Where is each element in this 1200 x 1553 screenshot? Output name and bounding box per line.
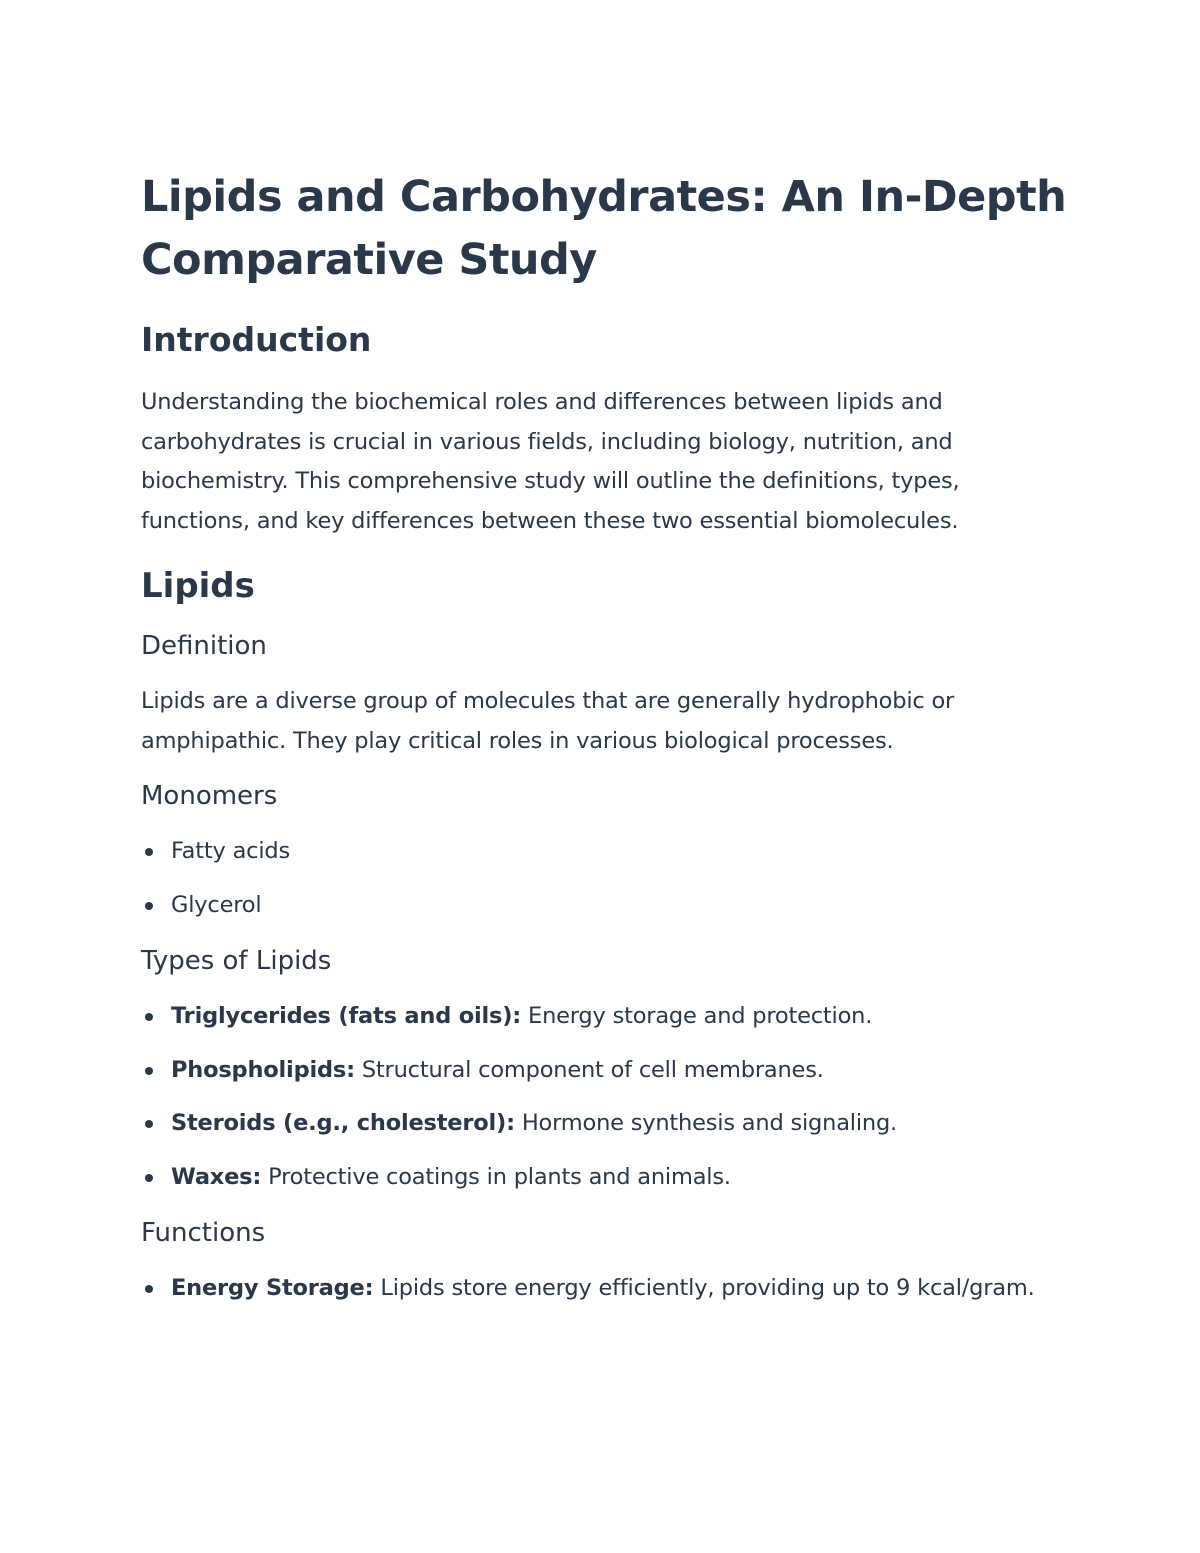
list-item-term: Waxes: — [171, 1163, 262, 1190]
monomers-heading: Monomers — [141, 781, 278, 811]
bullet-icon — [145, 1013, 153, 1021]
list-item — [141, 1158, 1071, 1198]
types-list — [141, 997, 1071, 1197]
list-item-text: Glycerol — [171, 891, 262, 918]
list-item — [141, 1269, 1071, 1309]
document-title: Lipids and Carbohydrates: An In-Depth Comparative Study — [141, 172, 1067, 285]
list-item-term: Triglycerides (fats and oils): — [171, 1003, 522, 1029]
list-item-term: Phospholipids: — [171, 1056, 355, 1083]
list-item — [141, 886, 1071, 926]
definition-heading: Definition — [141, 631, 267, 661]
list-item — [141, 1104, 1071, 1144]
list-item — [141, 997, 1071, 1037]
document-content — [141, 166, 1071, 1327]
functions-heading: Functions — [141, 1218, 266, 1248]
list-item-term: Steroids (e.g., cholesterol): — [171, 1110, 515, 1136]
list-item-desc: Protective coatings in plants and animals. — [261, 1163, 731, 1190]
lipids-heading: Lipids — [141, 566, 255, 606]
monomers-list — [141, 832, 1071, 925]
list-item-term: Energy Storage: — [171, 1275, 374, 1301]
list-item-desc: Lipids store energy efficiently, providing up to 9 kcal/gram. — [373, 1275, 1035, 1301]
functions-list — [141, 1269, 1071, 1309]
definition-paragraph: Lipids are a diverse group of molecules that are generally hydrophobic or amphipathic. They play critical roles in various biological processes. — [141, 688, 955, 754]
bullet-icon — [145, 1174, 153, 1182]
list-item-desc: Hormone synthesis and signaling. — [514, 1110, 897, 1136]
list-item-desc: Structural component of cell membranes. — [354, 1056, 824, 1083]
bullet-icon — [145, 848, 153, 856]
introduction-heading: Introduction — [141, 320, 372, 359]
list-item-desc: Energy storage and protection. — [521, 1003, 873, 1029]
types-heading: Types of Lipids — [141, 946, 332, 976]
bullet-icon — [145, 1120, 153, 1128]
list-item-text: Fatty acids — [171, 838, 290, 864]
bullet-icon — [145, 1285, 153, 1293]
list-item — [141, 832, 1071, 872]
bullet-icon — [145, 1067, 153, 1075]
bullet-icon — [145, 902, 153, 910]
introduction-paragraph: Understanding the biochemical roles and differences between lipids and carbohydrates is crucial in various fields, including biology, nutrition, and biochemistry. This comprehensive study will outline the definitions, types, functions, and key differences between these two essential biomolecules. — [141, 389, 960, 534]
list-item — [141, 1051, 1071, 1091]
